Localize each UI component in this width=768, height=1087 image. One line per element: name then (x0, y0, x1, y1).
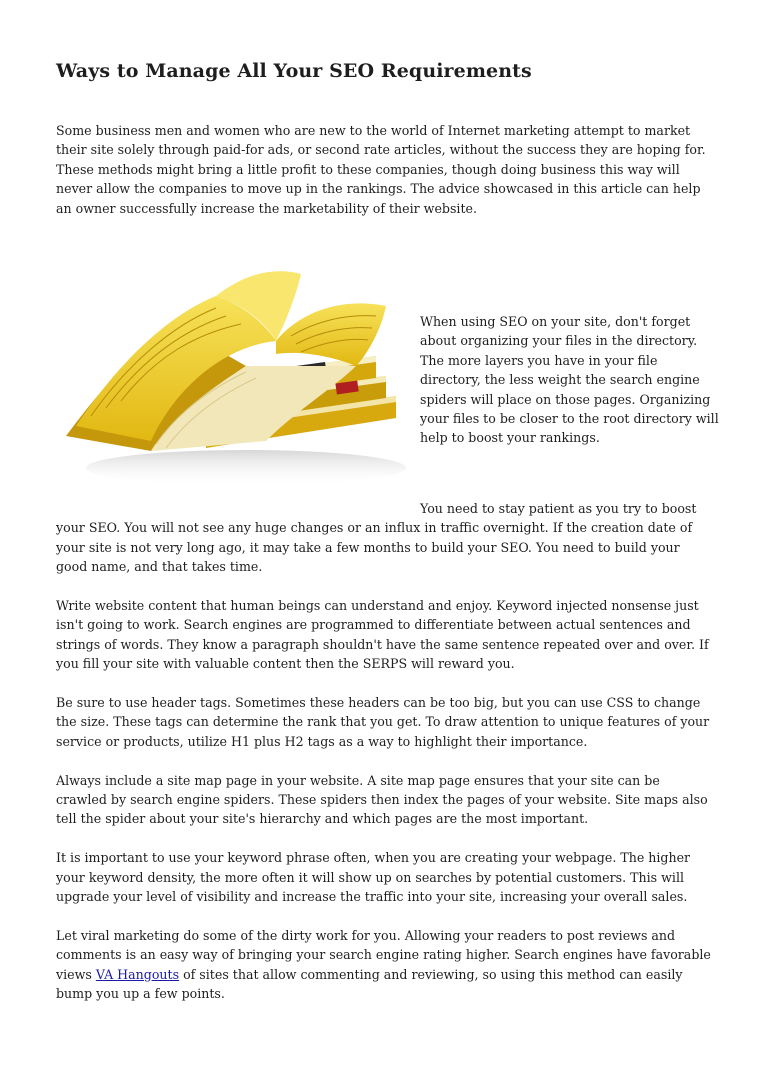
va-hangouts-link[interactable]: VA Hangouts (95, 966, 180, 982)
article-body (56, 499, 712, 1003)
paragraph-header-tags: Be sure to use header tags. Sometimes these headers can be too big, but you can use CSS to change the size. These tags can determine the rank that you get. To draw attention to unique features of your service or products, utilize H1 plus H2 tags as a way to highlight their importance. (56, 695, 710, 749)
article-title: Ways to Manage All Your SEO Requirements (56, 60, 532, 82)
intro-paragraph: Some business men and women who are new to the world of Internet marketing attempt to market their site solely through paid-for ads, or second rate articles, without the success they are hoping for. These methods might bring a little profit to these companies, though doing business this way will never allow the companies to move up in the rankings. The advice showcased in this article can help an owner successfully increase the marketability of their website. (56, 123, 706, 216)
paragraph-keyword-density: It is important to use your keyword phrase often, when you are creating your webpage. The higher your keyword density, the more often it will show up on searches by potential customers. This will upgrade your level of visibility and increase the traffic into your site, increasing your overall sales. (56, 850, 691, 905)
viral-text-before: Let viral marketing do some of the dirty work for you. Allowing your readers to post reviews and comments is an easy way of bringing your search engine rating higher. Search engines have favorable views (56, 927, 711, 982)
paragraph-site-map: Always include a site map page in your website. A site map page ensures that your site can be crawled by search engine spiders. These spiders then index the pages of your website. Site maps also tell the spider about your site's hierarchy and which pages are the most important. (56, 772, 708, 827)
viral-text-after: of sites that allow commenting and reviewing, so using this method can easily bump you up a few points. (56, 966, 683, 1002)
paragraph-patience: You need to stay patient as you try to boost your SEO. You will not see any huge changes or an influx in traffic overnight. If the creation date of your site is not very long ago, it may take a few months to build your SEO. You need to build your good name, and that takes time. (56, 501, 697, 575)
paragraph-viral-marketing (56, 926, 712, 1004)
yellow-pages-books-image (56, 236, 412, 498)
paragraph-content: Write website content that human beings can understand and enjoy. Keyword injected nonsense just isn't going to work. Search engines are programmed to differentiate between actual sentences and strings of words. They know a paragraph shouldn't have the same sentence repeated over and over. If you fill your site with valuable content then the SERPS will reward you. (56, 598, 709, 672)
stacked-books-illustration (56, 236, 412, 498)
directory-tip-paragraph: When using SEO on your site, don't forget about organizing your files in the directory. The more layers you have in your file directory, the less weight the search engine spiders will place on those pages. Organizing your files to be closer to the root directory will help to boost your rankings. (420, 314, 719, 446)
